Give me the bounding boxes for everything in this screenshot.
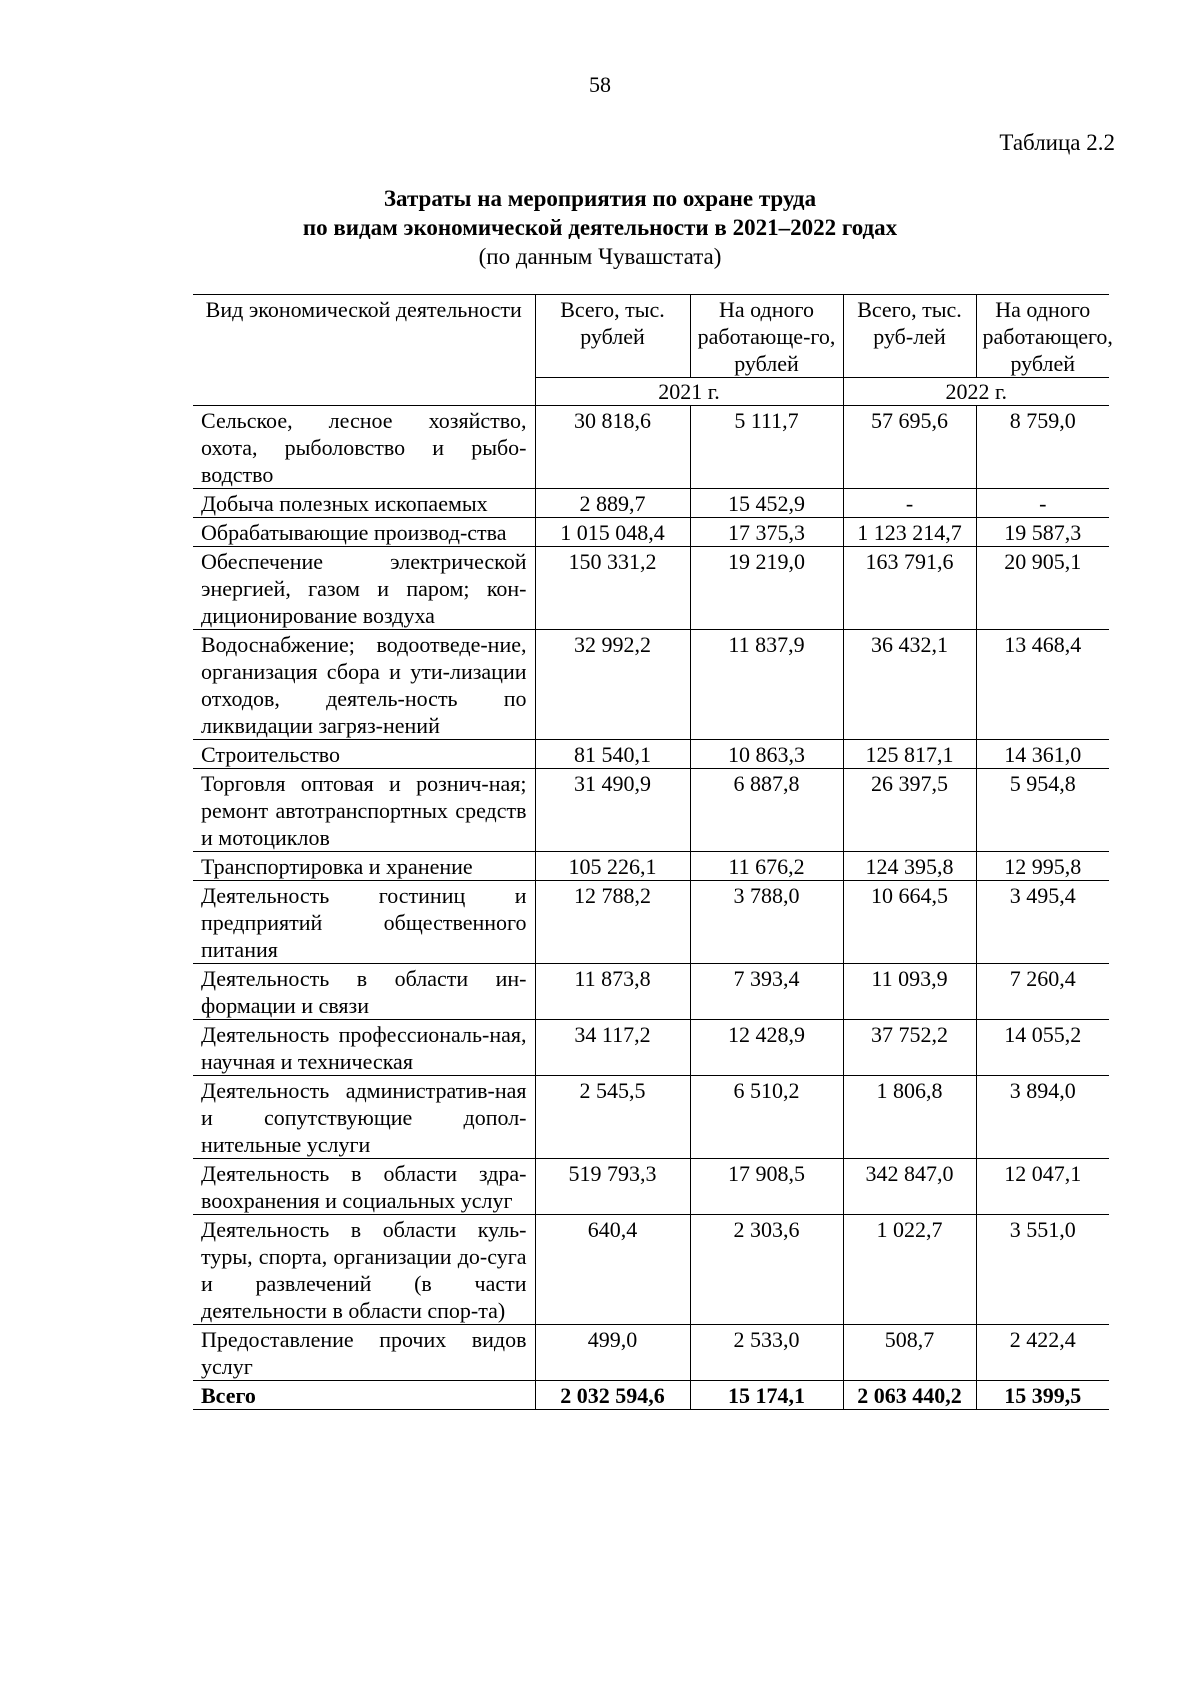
activity-cell: Обеспечение электрической энергией, газом и паром; кон-диционирование воздуха [193, 547, 535, 630]
per-worker-2022-cell: 3 495,4 [976, 881, 1109, 964]
per-worker-2021-cell: 2 303,6 [690, 1215, 843, 1325]
total-2022-cell: 163 791,6 [843, 547, 976, 630]
total-2021-cell: 2 889,7 [535, 489, 690, 518]
table-row [193, 852, 1109, 881]
total-2022-cell: 2 063 440,2 [843, 1381, 976, 1410]
activity-cell: Деятельность в области куль-туры, спорта, организации до-суга и развлечений (в части деятельности в области спор-та) [193, 1215, 535, 1325]
total-2022-cell: 57 695,6 [843, 406, 976, 489]
total-2022-cell: - [843, 489, 976, 518]
activity-cell: Добыча полезных ископаемых [193, 489, 535, 518]
total-2022-cell: 26 397,5 [843, 769, 976, 852]
per-worker-2022-cell: 12 995,8 [976, 852, 1109, 881]
per-worker-2021-cell: 15 174,1 [690, 1381, 843, 1410]
table-row [193, 547, 1109, 630]
activity-cell: Транспортировка и хранение [193, 852, 535, 881]
total-2022-cell: 1 806,8 [843, 1076, 976, 1159]
activity-cell: Предоставление прочих видов услуг [193, 1325, 535, 1381]
activity-cell: Сельское, лесное хозяйство, охота, рыболовство и рыбо-водство [193, 406, 535, 489]
page-number: 58 [589, 72, 611, 97]
total-2021-cell: 32 992,2 [535, 630, 690, 740]
per-worker-2022-cell: 14 361,0 [976, 740, 1109, 769]
per-worker-2021-cell: 11 837,9 [690, 630, 843, 740]
per-worker-2022-cell: 19 587,3 [976, 518, 1109, 547]
total-2021-cell: 11 873,8 [535, 964, 690, 1020]
table-title [0, 184, 1200, 271]
activity-cell: Торговля оптовая и рознич-ная; ремонт автотранспортных средств и мотоциклов [193, 769, 535, 852]
per-worker-2021-cell: 3 788,0 [690, 881, 843, 964]
table-row [193, 881, 1109, 964]
total-2022-cell: 11 093,9 [843, 964, 976, 1020]
per-worker-2022-cell: 13 468,4 [976, 630, 1109, 740]
table-row [193, 769, 1109, 852]
header-per-worker-2021: На одного работающе-го, рублей [690, 295, 843, 378]
per-worker-2021-cell: 15 452,9 [690, 489, 843, 518]
table-row [193, 518, 1109, 547]
header-year-2021: 2021 г. [535, 378, 843, 406]
total-2021-cell: 150 331,2 [535, 547, 690, 630]
activity-cell: Водоснабжение; водоотведе-ние, организация сбора и ути-лизации отходов, деятель-ность по ликвидации загряз-нений [193, 630, 535, 740]
table-row [193, 406, 1109, 489]
header-per-worker-2022: На одного работающего, рублей [976, 295, 1109, 378]
total-2021-cell: 34 117,2 [535, 1020, 690, 1076]
per-worker-2022-cell: 2 422,4 [976, 1325, 1109, 1381]
activity-cell: Строительство [193, 740, 535, 769]
total-2021-cell: 30 818,6 [535, 406, 690, 489]
title-line-2: по видам экономической деятельности в 2021–2022 годах [302, 215, 898, 240]
labor-costs-table [193, 294, 1113, 1410]
per-worker-2021-cell: 19 219,0 [690, 547, 843, 630]
per-worker-2022-cell: 12 047,1 [976, 1159, 1109, 1215]
total-2022-cell: 124 395,8 [843, 852, 976, 881]
per-worker-2022-cell: 8 759,0 [976, 406, 1109, 489]
activity-cell: Деятельность гостиниц и предприятий общественного питания [193, 881, 535, 964]
activity-cell: Деятельность административ-ная и сопутствующие допол-нительные услуги [193, 1076, 535, 1159]
total-2021-cell: 519 793,3 [535, 1159, 690, 1215]
per-worker-2021-cell: 6 510,2 [690, 1076, 843, 1159]
total-2021-cell: 1 015 048,4 [535, 518, 690, 547]
header-year-spacer [193, 378, 535, 406]
per-worker-2021-cell: 17 375,3 [690, 518, 843, 547]
per-worker-2021-cell: 2 533,0 [690, 1325, 843, 1381]
title-line-1: Затраты на мероприятия по охране труда [383, 186, 817, 211]
total-2021-cell: 499,0 [535, 1325, 690, 1381]
total-2022-cell: 1 123 214,7 [843, 518, 976, 547]
table-row [193, 489, 1109, 518]
table-label: Таблица 2.2 [999, 130, 1115, 155]
per-worker-2022-cell: - [976, 489, 1109, 518]
per-worker-2022-cell: 3 551,0 [976, 1215, 1109, 1325]
header-activity: Вид экономической деятельности [193, 295, 535, 378]
total-2021-cell: 2 032 594,6 [535, 1381, 690, 1410]
header-total-2022: Всего, тыс. руб-лей [843, 295, 976, 378]
total-2021-cell: 2 545,5 [535, 1076, 690, 1159]
per-worker-2021-cell: 17 908,5 [690, 1159, 843, 1215]
total-2022-cell: 1 022,7 [843, 1215, 976, 1325]
per-worker-2022-cell: 20 905,1 [976, 547, 1109, 630]
total-2021-cell: 105 226,1 [535, 852, 690, 881]
activity-cell: Обрабатывающие производ-ства [193, 518, 535, 547]
activity-cell: Деятельность в области здра-воохранения и социальных услуг [193, 1159, 535, 1215]
table-row [193, 1215, 1109, 1325]
activity-cell: Деятельность профессиональ-ная, научная и техническая [193, 1020, 535, 1076]
total-2022-cell: 125 817,1 [843, 740, 976, 769]
per-worker-2022-cell: 3 894,0 [976, 1076, 1109, 1159]
per-worker-2022-cell: 15 399,5 [976, 1381, 1109, 1410]
per-worker-2021-cell: 5 111,7 [690, 406, 843, 489]
table-row [193, 1076, 1109, 1159]
total-2021-cell: 31 490,9 [535, 769, 690, 852]
per-worker-2021-cell: 10 863,3 [690, 740, 843, 769]
per-worker-2021-cell: 7 393,4 [690, 964, 843, 1020]
table-row [193, 630, 1109, 740]
total-2022-cell: 10 664,5 [843, 881, 976, 964]
total-2022-cell: 342 847,0 [843, 1159, 976, 1215]
title-source: (по данным Чувашстата) [478, 244, 722, 269]
table-row [193, 740, 1109, 769]
per-worker-2022-cell: 5 954,8 [976, 769, 1109, 852]
total-2021-cell: 12 788,2 [535, 881, 690, 964]
total-2021-cell: 81 540,1 [535, 740, 690, 769]
header-year-2022: 2022 г. [843, 378, 1109, 406]
table-row [193, 1325, 1109, 1381]
per-worker-2021-cell: 12 428,9 [690, 1020, 843, 1076]
per-worker-2021-cell: 11 676,2 [690, 852, 843, 881]
table-row [193, 1159, 1109, 1215]
per-worker-2022-cell: 14 055,2 [976, 1020, 1109, 1076]
table-row [193, 964, 1109, 1020]
table-row [193, 1020, 1109, 1076]
per-worker-2022-cell: 7 260,4 [976, 964, 1109, 1020]
total-2022-cell: 37 752,2 [843, 1020, 976, 1076]
activity-cell: Деятельность в области ин-формации и связи [193, 964, 535, 1020]
total-2022-cell: 36 432,1 [843, 630, 976, 740]
activity-cell: Всего [193, 1381, 535, 1410]
table-total-row [193, 1381, 1109, 1410]
header-total-2021: Всего, тыс. рублей [535, 295, 690, 378]
total-2022-cell: 508,7 [843, 1325, 976, 1381]
total-2021-cell: 640,4 [535, 1215, 690, 1325]
per-worker-2021-cell: 6 887,8 [690, 769, 843, 852]
